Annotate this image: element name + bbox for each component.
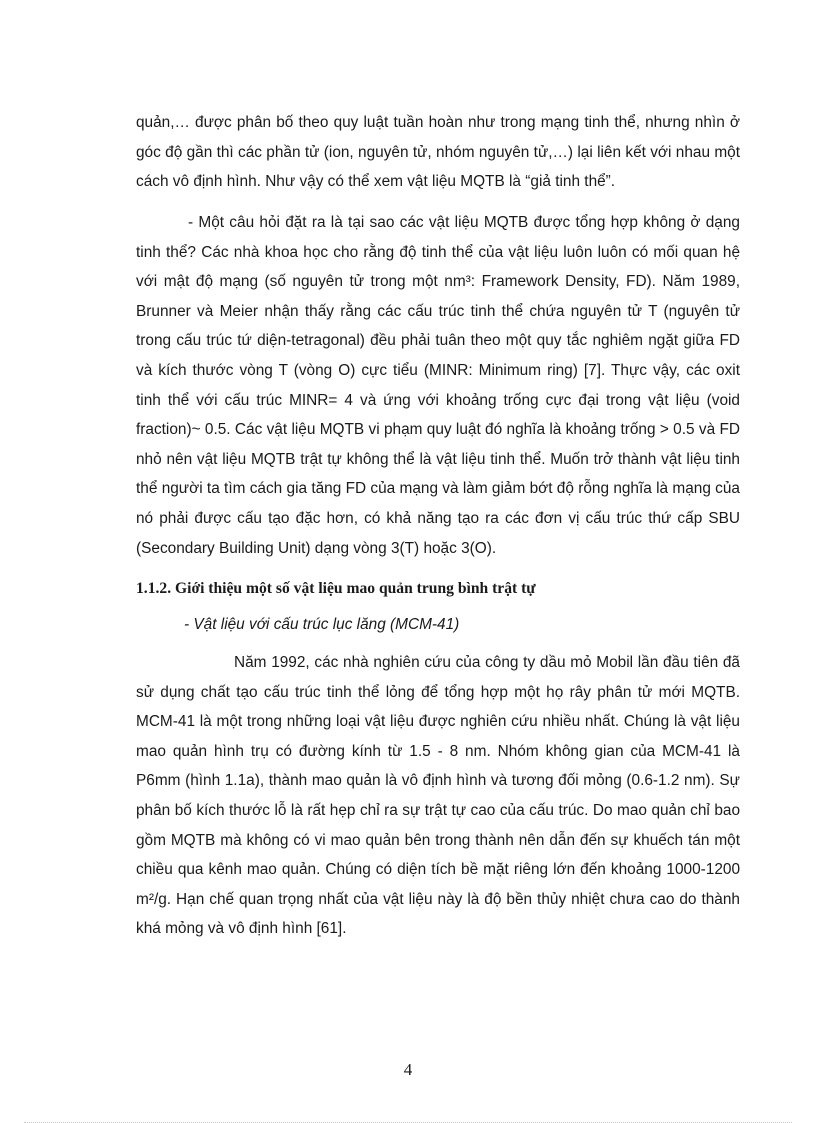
page-number: 4 <box>403 1060 413 1079</box>
paragraph-mqtb-question: - Một câu hỏi đặt ra là tại sao các vật liệu MQTB được tổng hợp không ở dạng tinh thể? Các nhà khoa học cho rằng độ tinh thể của vật liệu luôn luôn có mối quan hệ với mật độ mạng (số nguyên tử trong một nm³: Framework Density, FD). Năm 1989, Brunner và Meier nhận thấy rằng các cấu trúc tinh thể chứa nguyên tử T (nguyên tử trong cấu trúc tứ diện-tetragonal) đều phải tuân theo một quy tắc nghiêm ngặt giữa FD và kích thước vòng T (vòng O) cực tiểu (MINR: Minimum ring) [7]. Thực vậy, các oxit tinh thể với cấu trúc MINR= 4 và ứng với khoảng trống cực đại trong vật liệu (void fraction)~ 0.5. Các vật liệu MQTB vi phạm quy luật đó nghĩa là khoảng trống > 0.5 và FD nhỏ nên vật liệu MQTB trật tự không thể là vật liệu tinh thể. Muốn trở thành vật liệu tinh thể người ta tìm cách gia tăng FD của mạng và làm giảm bớt độ rỗng nghĩa là mạng của nó phải được cấu tạo đặc hơn, có khả năng tạo ra các đơn vị cấu trúc thứ cấp SBU (Secondary Building Unit) dạng vòng 3(T) hoặc 3(O). <box>136 214 740 557</box>
subsection-heading: - Vật liệu với cấu trúc lục lăng (MCM-41) <box>184 616 460 633</box>
paragraph-intro-continuation: quản,… được phân bố theo quy luật tuần hoàn như trong mạng tinh thể, nhưng nhìn ở góc độ gần thì các phần tử (ion, nguyên tử, nhóm nguyên tử,…) lại liên kết với nhau một cách vô định hình. Như vậy có thể xem vật liệu MQTB là “giả tinh thể”. <box>136 114 740 191</box>
paragraph-mcm41: Năm 1992, các nhà nghiên cứu của công ty dầu mỏ Mobil lần đầu tiên đã sử dụng chất tạo cấu trúc tinh thể lỏng để tổng hợp một họ rây phân tử mới MQTB. MCM-41 là một trong những loại vật liệu được nghiên cứu nhiều nhất. Chúng là vật liệu mao quản hình trụ có đường kính từ 1.5 - 8 nm. Nhóm không gian của MCM-41 là P6mm (hình 1.1a), thành mao quản là vô định hình và tương đối mỏng (0.6-1.2 nm). Sự phân bố kích thước lỗ là rất hẹp chỉ ra sự trật tự cao của cấu trúc. Do mao quản chỉ bao gồm MQTB mà không có vi mao quản bên trong thành nên dẫn đến sự khuếch tán một chiều qua kênh mao quản. Chúng có diện tích bề mặt riêng lớn đến khoảng 1000-1200 m²/g. Hạn chế quan trọng nhất của vật liệu này là độ bền thủy nhiệt chưa cao do thành khá mỏng và vô định hình [61]. <box>136 654 740 938</box>
section-heading: 1.1.2. Giới thiệu một số vật liệu mao quản trung bình trật tự <box>136 580 536 597</box>
